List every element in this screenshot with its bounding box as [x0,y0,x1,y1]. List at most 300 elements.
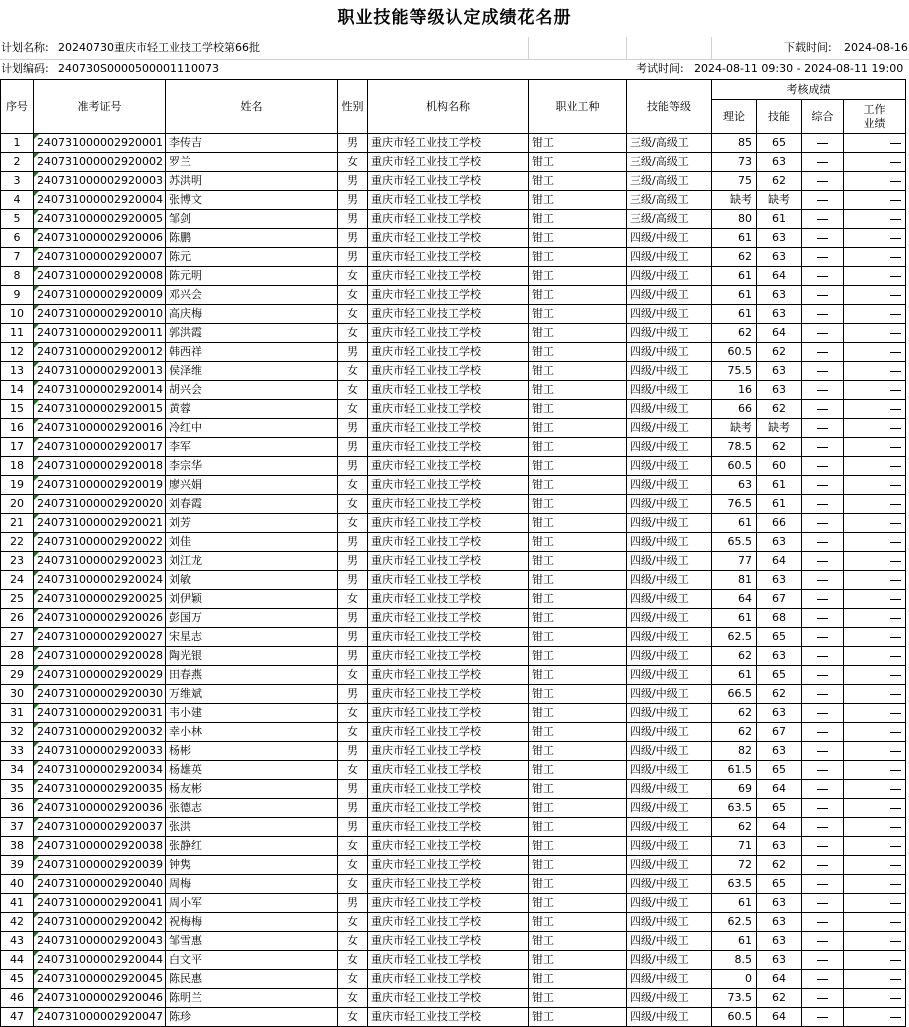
cell-ticket: 240731000002920036 [34,799,166,818]
cell-composite [802,761,844,780]
cell-gender: 男 [338,419,368,438]
cell-level: 四级/中级工 [627,799,712,818]
dash-mark [817,314,828,315]
cell-org: 重庆市轻工业技工学校 [368,913,529,932]
cell-ticket: 240731000002920005 [34,210,166,229]
cell-org: 重庆市轻工业技工学校 [368,970,529,989]
cell-occupation: 钳工 [529,191,627,210]
cell-skill: 64 [757,1008,802,1027]
cell-occupation: 钳工 [529,324,627,343]
cell-theory: 73 [712,153,757,172]
cell-occupation: 钳工 [529,989,627,1008]
dash-mark [817,827,828,828]
cell-composite [802,286,844,305]
cell-work-performance [844,647,906,666]
cell-org: 重庆市轻工业技工学校 [368,647,529,666]
cell-work-performance [844,172,906,191]
dash-mark [890,371,901,372]
cell-ticket: 240731000002920030 [34,685,166,704]
cell-seq: 37 [1,818,34,837]
cell-theory: 85 [712,134,757,153]
cell-composite [802,438,844,457]
cell-theory: 62 [712,248,757,267]
cell-gender: 男 [338,552,368,571]
dash-mark [817,694,828,695]
cell-org: 重庆市轻工业技工学校 [368,400,529,419]
dash-mark [817,257,828,258]
cell-name: 周小军 [166,894,338,913]
dash-mark [890,314,901,315]
cell-gender: 女 [338,875,368,894]
cell-org: 重庆市轻工业技工学校 [368,419,529,438]
cell-theory: 78.5 [712,438,757,457]
cell-work-performance [844,248,906,267]
cell-skill: 63 [757,742,802,761]
header-seq: 序号 [1,80,34,134]
cell-gender: 女 [338,951,368,970]
dash-mark [890,599,901,600]
cell-work-performance [844,533,906,552]
cell-name: 韩西祥 [166,343,338,362]
cell-work-performance [844,324,906,343]
cell-org: 重庆市轻工业技工学校 [368,799,529,818]
cell-org: 重庆市轻工业技工学校 [368,704,529,723]
dash-mark [890,941,901,942]
cell-work-performance [844,913,906,932]
dash-mark [890,922,901,923]
cell-gender: 女 [338,989,368,1008]
cell-name: 白文平 [166,951,338,970]
cell-composite [802,590,844,609]
cell-seq: 2 [1,153,34,172]
cell-composite [802,571,844,590]
dash-mark [890,770,901,771]
cell-name: 张静红 [166,837,338,856]
cell-work-performance [844,685,906,704]
dash-mark [890,428,901,429]
cell-level: 四级/中级工 [627,552,712,571]
cell-composite [802,666,844,685]
dash-mark [890,865,901,866]
cell-skill: 68 [757,609,802,628]
header-composite: 综合 [802,100,844,134]
cell-seq: 12 [1,343,34,362]
dash-mark [890,523,901,524]
cell-occupation: 钳工 [529,647,627,666]
cell-theory: 65.5 [712,533,757,552]
cell-ticket: 240731000002920041 [34,894,166,913]
table-row [1,210,906,229]
dash-mark [817,390,828,391]
dash-mark [817,466,828,467]
cell-name: 李军 [166,438,338,457]
cell-ticket: 240731000002920033 [34,742,166,761]
cell-theory: 61 [712,609,757,628]
cell-gender: 女 [338,970,368,989]
cell-level: 四级/中级工 [627,343,712,362]
cell-seq: 26 [1,609,34,628]
table-row [1,343,906,362]
dash-mark [890,447,901,448]
plan-name-value: 20240730重庆市轻工业技工学校第66批 [58,41,260,54]
cell-org: 重庆市轻工业技工学校 [368,951,529,970]
cell-occupation: 钳工 [529,704,627,723]
dash-mark [817,352,828,353]
dash-mark [890,219,901,220]
dash-mark [817,979,828,980]
cell-gender: 男 [338,343,368,362]
cell-occupation: 钳工 [529,552,627,571]
cell-skill: 63 [757,837,802,856]
cell-seq: 43 [1,932,34,951]
cell-ticket: 240731000002920004 [34,191,166,210]
cell-ticket: 240731000002920026 [34,609,166,628]
cell-org: 重庆市轻工业技工学校 [368,343,529,362]
table-row [1,381,906,400]
cell-skill: 64 [757,780,802,799]
dash-mark [890,390,901,391]
cell-level: 四级/中级工 [627,609,712,628]
cell-gender: 男 [338,647,368,666]
cell-seq: 22 [1,533,34,552]
cell-composite [802,229,844,248]
cell-gender: 女 [338,666,368,685]
cell-ticket: 240731000002920022 [34,533,166,552]
cell-theory: 60.5 [712,1008,757,1027]
cell-gender: 女 [338,286,368,305]
exam-time-label: 考试时间: [636,62,684,75]
cell-work-performance [844,818,906,837]
cell-seq: 40 [1,875,34,894]
dash-mark [890,694,901,695]
header-score-group: 考核成绩 [712,80,906,100]
cell-org: 重庆市轻工业技工学校 [368,324,529,343]
cell-work-performance [844,590,906,609]
cell-level: 四级/中级工 [627,780,712,799]
cell-gender: 男 [338,248,368,267]
table-row [1,324,906,343]
cell-seq: 13 [1,362,34,381]
cell-seq: 24 [1,571,34,590]
cell-seq: 47 [1,1008,34,1027]
cell-theory: 80 [712,210,757,229]
grid-divider [626,37,627,59]
cell-ticket: 240731000002920045 [34,970,166,989]
cell-theory: 61 [712,305,757,324]
dash-mark [890,846,901,847]
table-row [1,742,906,761]
cell-composite [802,210,844,229]
cell-occupation: 钳工 [529,628,627,647]
cell-org: 重庆市轻工业技工学校 [368,248,529,267]
cell-org: 重庆市轻工业技工学校 [368,818,529,837]
cell-composite [802,134,844,153]
cell-work-performance [844,381,906,400]
dash-mark [890,1017,901,1018]
cell-org: 重庆市轻工业技工学校 [368,875,529,894]
cell-theory: 62 [712,704,757,723]
cell-theory: 16 [712,381,757,400]
cell-theory: 76.5 [712,495,757,514]
cell-name: 杨雄英 [166,761,338,780]
cell-gender: 女 [338,837,368,856]
cell-ticket: 240731000002920008 [34,267,166,286]
dash-mark [890,827,901,828]
dash-mark [817,998,828,999]
cell-name: 陈元 [166,248,338,267]
cell-occupation: 钳工 [529,248,627,267]
cell-level: 四级/中级工 [627,932,712,951]
cell-org: 重庆市轻工业技工学校 [368,609,529,628]
dash-mark [817,504,828,505]
cell-theory: 61 [712,894,757,913]
dash-mark [817,542,828,543]
dash-mark [890,675,901,676]
cell-theory: 62 [712,647,757,666]
cell-composite [802,248,844,267]
cell-work-performance [844,267,906,286]
cell-gender: 女 [338,267,368,286]
cell-name: 陈鹏 [166,229,338,248]
cell-occupation: 钳工 [529,400,627,419]
cell-composite [802,780,844,799]
cell-level: 四级/中级工 [627,856,712,875]
cell-work-performance [844,723,906,742]
table-row [1,989,906,1008]
cell-skill: 65 [757,666,802,685]
cell-gender: 女 [338,761,368,780]
cell-gender: 女 [338,932,368,951]
cell-work-performance [844,400,906,419]
cell-occupation: 钳工 [529,723,627,742]
cell-skill: 63 [757,571,802,590]
cell-ticket: 240731000002920047 [34,1008,166,1027]
cell-ticket: 240731000002920046 [34,989,166,1008]
cell-theory: 缺考 [712,419,757,438]
cell-occupation: 钳工 [529,742,627,761]
cell-composite [802,647,844,666]
download-time-label: 下载时间: [784,41,832,54]
header-org: 机构名称 [368,80,529,134]
cell-level: 四级/中级工 [627,305,712,324]
dash-mark [817,770,828,771]
table-row [1,761,906,780]
dash-mark [817,447,828,448]
dash-mark [817,884,828,885]
dash-mark [817,1017,828,1018]
cell-work-performance [844,438,906,457]
cell-level: 四级/中级工 [627,761,712,780]
dash-mark [890,656,901,657]
cell-name: 陈珍 [166,1008,338,1027]
table-row [1,590,906,609]
cell-seq: 38 [1,837,34,856]
cell-composite [802,400,844,419]
cell-theory: 60.5 [712,343,757,362]
cell-skill: 64 [757,552,802,571]
cell-theory: 82 [712,742,757,761]
cell-org: 重庆市轻工业技工学校 [368,856,529,875]
table-row [1,362,906,381]
cell-level: 三级/高级工 [627,210,712,229]
cell-level: 四级/中级工 [627,723,712,742]
cell-seq: 10 [1,305,34,324]
cell-skill: 64 [757,970,802,989]
cell-skill: 64 [757,818,802,837]
cell-seq: 11 [1,324,34,343]
cell-occupation: 钳工 [529,476,627,495]
cell-occupation: 钳工 [529,419,627,438]
cell-occupation: 钳工 [529,229,627,248]
cell-org: 重庆市轻工业技工学校 [368,723,529,742]
cell-work-performance [844,666,906,685]
cell-gender: 女 [338,362,368,381]
cell-org: 重庆市轻工业技工学校 [368,134,529,153]
cell-occupation: 钳工 [529,932,627,951]
cell-ticket: 240731000002920013 [34,362,166,381]
cell-org: 重庆市轻工业技工学校 [368,571,529,590]
cell-work-performance [844,552,906,571]
cell-occupation: 钳工 [529,305,627,324]
cell-name: 刘春霞 [166,495,338,514]
cell-skill: 63 [757,153,802,172]
cell-occupation: 钳工 [529,837,627,856]
cell-skill: 62 [757,343,802,362]
cell-name: 张洪 [166,818,338,837]
dash-mark [890,713,901,714]
cell-org: 重庆市轻工业技工学校 [368,837,529,856]
table-row [1,837,906,856]
cell-name: 刘佳 [166,533,338,552]
cell-seq: 1 [1,134,34,153]
cell-work-performance [844,514,906,533]
cell-occupation: 钳工 [529,438,627,457]
cell-name: 幸小林 [166,723,338,742]
cell-level: 四级/中级工 [627,742,712,761]
cell-occupation: 钳工 [529,134,627,153]
cell-composite [802,932,844,951]
cell-occupation: 钳工 [529,799,627,818]
cell-occupation: 钳工 [529,875,627,894]
cell-composite [802,552,844,571]
cell-org: 重庆市轻工业技工学校 [368,381,529,400]
cell-work-performance [844,229,906,248]
cell-work-performance [844,989,906,1008]
cell-theory: 60.5 [712,457,757,476]
cell-org: 重庆市轻工业技工学校 [368,685,529,704]
cell-composite [802,913,844,932]
cell-org: 重庆市轻工业技工学校 [368,267,529,286]
cell-level: 四级/中级工 [627,989,712,1008]
cell-skill: 63 [757,951,802,970]
dash-mark [817,333,828,334]
cell-work-performance [844,799,906,818]
cell-composite [802,267,844,286]
dash-mark [890,637,901,638]
cell-level: 四级/中级工 [627,419,712,438]
dash-mark [817,656,828,657]
cell-gender: 女 [338,913,368,932]
cell-ticket: 240731000002920010 [34,305,166,324]
cell-name: 高庆梅 [166,305,338,324]
cell-occupation: 钳工 [529,381,627,400]
cell-level: 四级/中级工 [627,913,712,932]
plan-code-line [0,59,909,79]
dash-mark [817,941,828,942]
cell-ticket: 240731000002920002 [34,153,166,172]
cell-skill: 63 [757,362,802,381]
cell-ticket: 240731000002920014 [34,381,166,400]
cell-org: 重庆市轻工业技工学校 [368,932,529,951]
cell-org: 重庆市轻工业技工学校 [368,989,529,1008]
cell-level: 四级/中级工 [627,875,712,894]
cell-theory: 63.5 [712,875,757,894]
cell-level: 四级/中级工 [627,628,712,647]
dash-mark [890,143,901,144]
table-row [1,457,906,476]
dash-mark [817,561,828,562]
cell-ticket: 240731000002920039 [34,856,166,875]
cell-org: 重庆市轻工业技工学校 [368,191,529,210]
cell-theory: 0 [712,970,757,989]
cell-ticket: 240731000002920001 [34,134,166,153]
cell-org: 重庆市轻工业技工学校 [368,666,529,685]
cell-work-performance [844,875,906,894]
cell-work-performance [844,362,906,381]
cell-name: 钟隽 [166,856,338,875]
cell-level: 四级/中级工 [627,837,712,856]
dash-mark [890,979,901,980]
cell-skill: 62 [757,438,802,457]
dash-mark [817,409,828,410]
cell-skill: 63 [757,381,802,400]
dash-mark [890,561,901,562]
table-row [1,514,906,533]
cell-gender: 女 [338,514,368,533]
dash-mark [817,637,828,638]
cell-theory: 66 [712,400,757,419]
cell-composite [802,856,844,875]
cell-seq: 44 [1,951,34,970]
cell-work-performance [844,286,906,305]
cell-level: 四级/中级工 [627,818,712,837]
table-row [1,153,906,172]
cell-name: 李传吉 [166,134,338,153]
cell-seq: 39 [1,856,34,875]
dash-mark [817,903,828,904]
cell-gender: 男 [338,210,368,229]
cell-ticket: 240731000002920012 [34,343,166,362]
cell-ticket: 240731000002920029 [34,666,166,685]
cell-name: 张博文 [166,191,338,210]
cell-work-performance [844,970,906,989]
cell-composite [802,951,844,970]
dash-mark [817,143,828,144]
header-gender: 性别 [338,80,368,134]
cell-level: 四级/中级工 [627,1008,712,1027]
cell-work-performance [844,457,906,476]
table-row [1,799,906,818]
cell-theory: 81 [712,571,757,590]
cell-skill: 61 [757,495,802,514]
cell-theory: 缺考 [712,191,757,210]
cell-work-performance [844,343,906,362]
cell-seq: 46 [1,989,34,1008]
cell-work-performance [844,210,906,229]
cell-theory: 61 [712,267,757,286]
cell-name: 祝梅梅 [166,913,338,932]
cell-level: 三级/高级工 [627,134,712,153]
